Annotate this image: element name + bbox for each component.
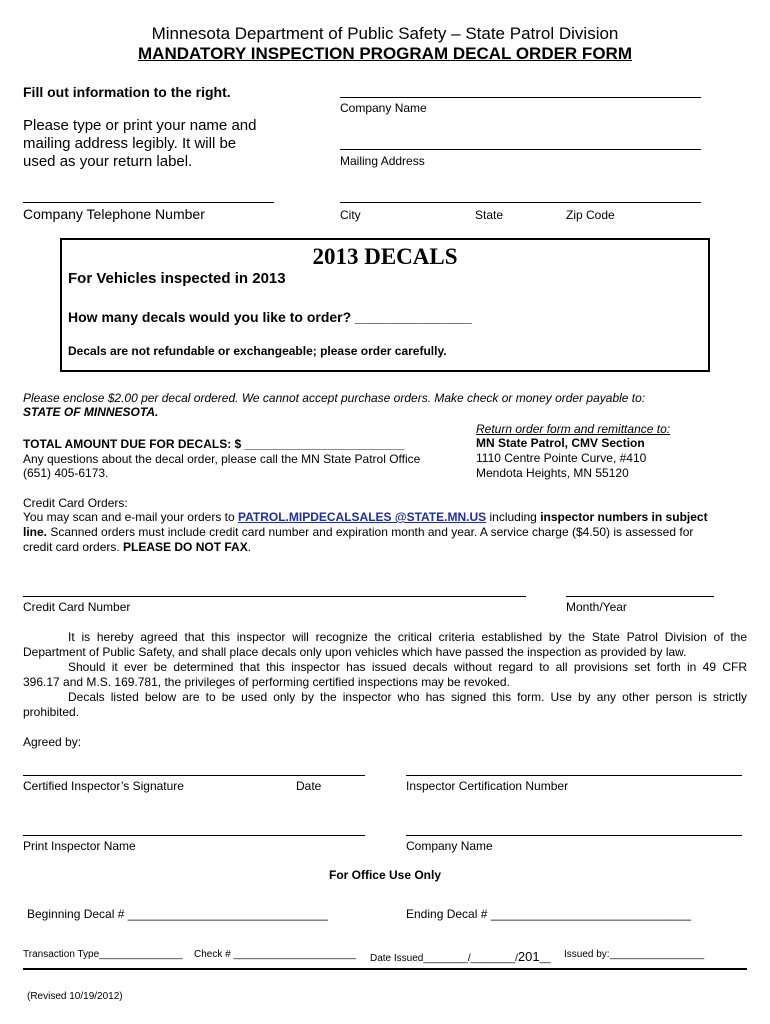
credit-card-period: . <box>247 540 252 554</box>
office-use-heading: For Office Use Only <box>328 868 442 882</box>
date-issued-year-prefix: 201 <box>517 949 540 964</box>
enclose-payment-text: Please enclose $2.00 per decal ordered. We cannot accept purchase orders. Make check or money order payable to: <box>23 391 646 405</box>
credit-card-line-1 <box>23 510 708 524</box>
fill-out-instruction: Fill out information to the right. <box>23 84 231 100</box>
transaction-type-field[interactable]: Transaction Type_______________ <box>23 949 183 960</box>
check-number-field[interactable]: Check # ______________________ <box>194 949 356 960</box>
agreement-p1b: Department of Public Safety, and shall place decals only upon vehicles which have passed the inspection as provided by law. <box>23 645 687 659</box>
print-name-label: Print Inspector Name <box>23 839 136 853</box>
decal-quantity-question[interactable]: How many decals would you like to order? _______________ <box>68 309 472 325</box>
card-number-label: Credit Card Number <box>23 600 131 614</box>
agreement-text <box>23 630 747 720</box>
credit-card-line2-text: Scanned orders must include credit card number and expiration month and year. A service charge ($4.50) is assessed for <box>47 525 694 539</box>
credit-card-line-3 <box>23 540 251 554</box>
instructions-line-2: mailing address legibly. It will be <box>23 135 237 152</box>
return-address-name: MN State Patrol, CMV Section <box>476 436 645 450</box>
mailing-address-field-line[interactable] <box>340 149 701 150</box>
credit-card-text-pre: You may scan and e-mail your orders to <box>23 510 238 524</box>
total-amount-due[interactable]: TOTAL AMOUNT DUE FOR DECALS: $ ________________________ <box>23 437 405 451</box>
decal-heading: 2013 DECALS <box>312 244 458 269</box>
no-fax-notice: PLEASE DO NOT FAX <box>123 540 248 554</box>
credit-card-line2-bold: line. <box>23 525 48 539</box>
date-issued-field[interactable] <box>370 949 551 964</box>
date-issued-label: Date Issued________/________/ <box>370 953 518 964</box>
company-name-field-line[interactable] <box>340 97 701 98</box>
print-name-field-line[interactable] <box>23 835 365 836</box>
decal-subheading: For Vehicles inspected in 2013 <box>68 270 286 287</box>
mailing-address-label: Mailing Address <box>340 154 425 168</box>
credit-card-line-2 <box>23 525 693 539</box>
agreement-p2b: 396.17 and M.S. 169.781, the privileges of performing certified inspections may be revoked. <box>23 675 510 689</box>
issued-by-field[interactable]: Issued by:_________________ <box>564 949 705 960</box>
agreement-p1a: It is hereby agreed that this inspector will recognize the critical criteria established by the State Patrol Division of the <box>68 630 747 644</box>
signature-field-line[interactable] <box>23 775 365 776</box>
card-number-field-line[interactable] <box>23 596 526 597</box>
cert-number-label: Inspector Certification Number <box>406 779 569 793</box>
telephone-label: Company Telephone Number <box>23 206 205 222</box>
credit-card-heading: Credit Card Orders: <box>23 496 128 510</box>
payee-text: STATE OF MINNESOTA. <box>23 405 159 419</box>
company-name-label: Company Name <box>340 101 427 115</box>
agency-title: Minnesota Department of Public Safety – State Patrol Division <box>151 24 619 43</box>
decal-warning: Decals are not refundable or exchangeable; please order carefully. <box>68 344 447 358</box>
credit-card-text-bold: inspector numbers in subject <box>540 510 708 524</box>
return-address-label: Return order form and remittance to: <box>476 422 671 436</box>
return-address-city: Mendota Heights, MN 55120 <box>476 466 629 480</box>
state-label: State <box>475 208 504 222</box>
signature-date-label: Date <box>296 779 322 793</box>
credit-card-line3-text: credit card orders. <box>23 540 124 554</box>
footer-divider <box>23 968 747 970</box>
form-title: MANDATORY INSPECTION PROGRAM DECAL ORDER FORM <box>138 44 632 63</box>
ending-decal-field[interactable]: Ending Decal # ______________________________ <box>406 907 691 921</box>
agreement-p2a: Should it ever be determined that this inspector has issued decals without regard to all provisions set forth in 49 CFR <box>68 660 747 674</box>
cert-number-field-line[interactable] <box>406 775 742 776</box>
return-address-street: 1110 Centre Pointe Curve, #410 <box>476 451 647 465</box>
agreed-by-label: Agreed by: <box>23 735 82 749</box>
credit-card-text-mid: including <box>486 510 541 524</box>
beginning-decal-field[interactable]: Beginning Decal # ______________________________ <box>27 907 328 921</box>
email-link[interactable]: PATROL.MIPDECALSALES @STATE.MN.US <box>238 510 487 524</box>
month-year-label: Month/Year <box>566 600 627 614</box>
revision-date: (Revised 10/19/2012) <box>27 991 123 1002</box>
signature-company-field-line[interactable] <box>406 835 742 836</box>
signature-label: Certified Inspector’s Signature <box>23 779 184 793</box>
city-label: City <box>340 208 361 222</box>
instructions-line-1: Please type or print your name and <box>23 117 257 134</box>
questions-phone: (651) 405-6173. <box>23 466 109 480</box>
questions-line-1: Any questions about the decal order, please call the MN State Patrol Office <box>23 452 421 466</box>
agreement-p3b: prohibited. <box>23 705 80 719</box>
telephone-field-line[interactable] <box>23 202 274 203</box>
instructions-line-3: used as your return label. <box>23 153 193 170</box>
date-issued-year-suffix: __ <box>539 953 551 964</box>
month-year-field-line[interactable] <box>566 596 714 597</box>
signature-company-label: Company Name <box>406 839 493 853</box>
zip-label: Zip Code <box>566 208 615 222</box>
agreement-p3a: Decals listed below are to be used only by the inspector who has signed this form. Use by any other person is strictly <box>68 690 747 704</box>
decal-order-box <box>60 238 710 372</box>
city-state-zip-field-line[interactable] <box>340 202 701 203</box>
